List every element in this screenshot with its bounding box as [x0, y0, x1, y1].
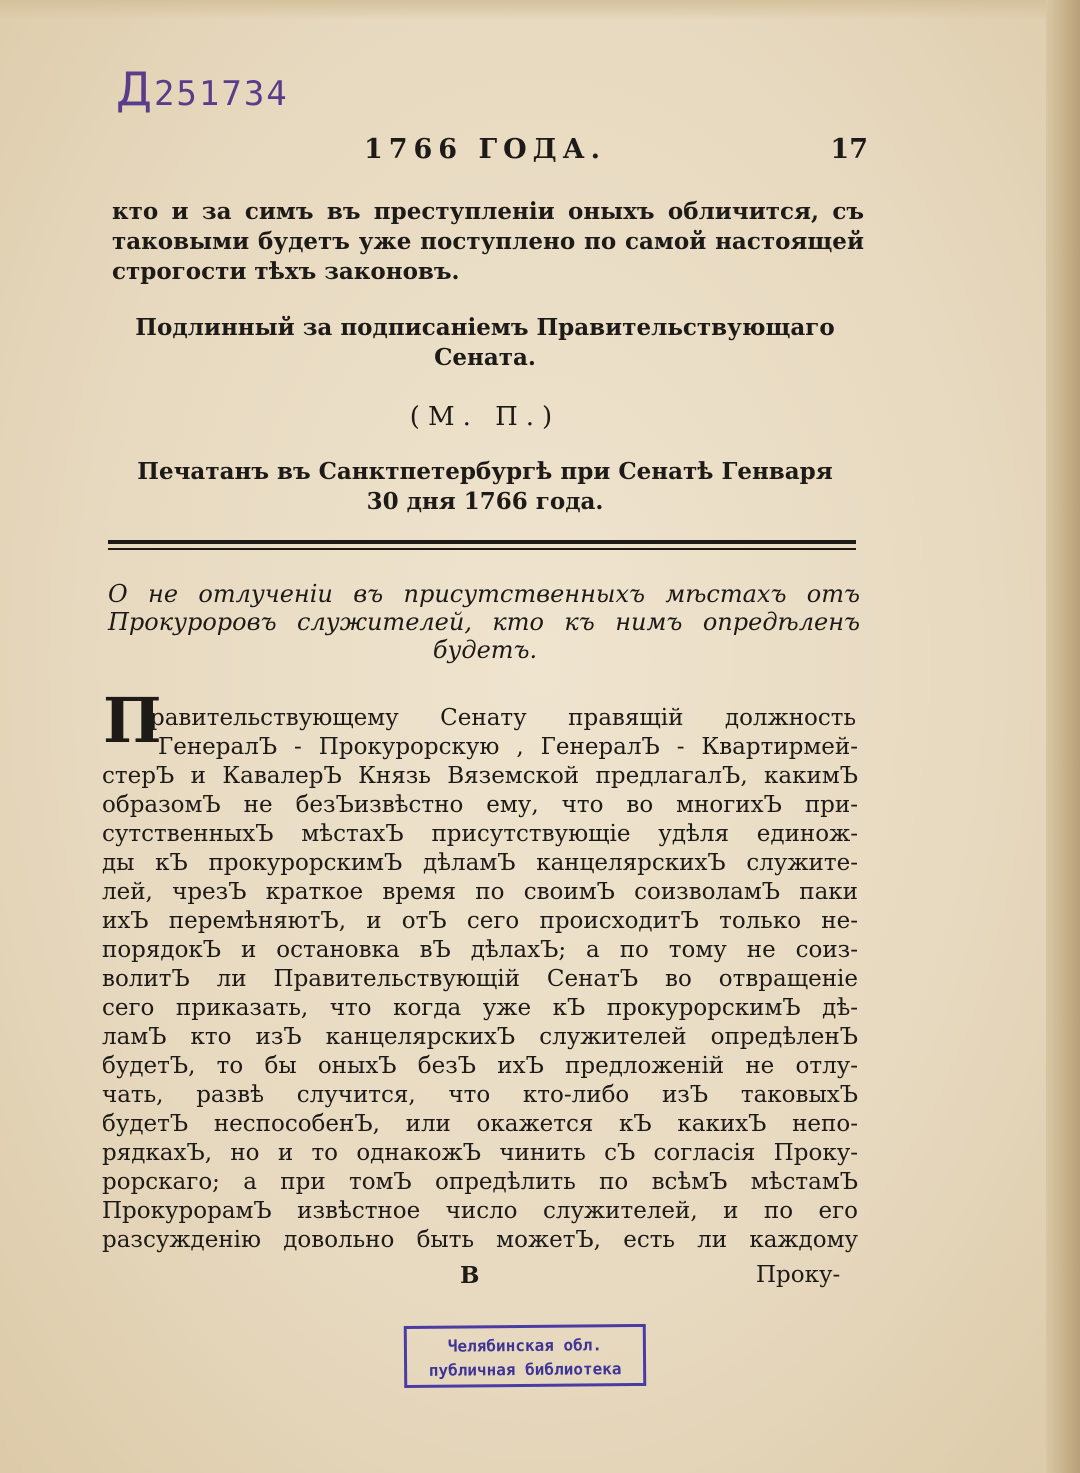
page-right-edge: [1046, 0, 1080, 1473]
running-header: [100, 134, 870, 170]
body-line: будетЪ неспособенЪ, или окажется кЪ какихЪ непо-: [102, 1111, 858, 1137]
seal-mark: (М. П.): [409, 402, 561, 432]
decree-title-line: О не отлученіи въ присутственныхъ мѣстахъ отъ: [108, 580, 860, 608]
continuation-line: кто и за симъ въ преступленіи оныхъ обличится, съ: [112, 198, 864, 225]
body-line: стерЪ и КавалерЪ Князь Вяземской предлагалЪ, какимЪ: [102, 763, 858, 789]
decree-title-line: Прокуроровъ служителей, кто къ нимъ опредѣленъ: [108, 608, 860, 636]
body-line: чать, развѣ случится, что кто-либо изЪ таковыхЪ: [102, 1082, 858, 1108]
body-line: сутственныхЪ мѣстахЪ присутствующіе удѣля единож-: [102, 821, 858, 847]
inventory-number: [116, 62, 289, 116]
signature-line: Сената.: [434, 344, 536, 371]
drop-cap: П: [103, 684, 162, 757]
running-title: 1766 ГОДА.: [363, 134, 607, 165]
stamp-line: публичная библиотека: [428, 1359, 622, 1380]
body-line: сего приказать, что когда уже кЪ прокурорскимЪ дѣ-: [102, 995, 858, 1021]
decree-title-line: будетъ.: [432, 636, 538, 664]
signature-mark: В: [460, 1262, 480, 1289]
continuation-line: таковыми будетъ уже поступлено по самой настоящей: [112, 228, 864, 255]
catchword: Проку-: [756, 1262, 841, 1288]
body-line: рорскаго; а при томЪ опредѣлить по всѣмЪ мѣстамЪ: [102, 1169, 858, 1195]
body-line: равительствующему Сенату правящій должность: [150, 705, 856, 731]
inventory-digits: 251734: [153, 74, 289, 114]
stamp-line: Челябинская обл.: [447, 1335, 603, 1356]
page-number: 17: [830, 134, 868, 165]
body-line: волитЪ ли Правительствующій СенатЪ во отвращеніе: [102, 966, 858, 992]
body-line: образомЪ не безЪизвѣстно ему, что во многихЪ при-: [102, 792, 858, 818]
body-line: ПрокурорамЪ извѣстное число служителей, и по его: [102, 1198, 858, 1224]
library-stamp: [404, 1324, 647, 1388]
section-divider-thin: [108, 548, 856, 550]
section-divider: [108, 540, 856, 544]
imprint-line: Печатанъ въ Санктпетербургѣ при Сенатѣ Генваря: [137, 458, 833, 485]
body-line: лей, чрезЪ краткое время по своимЪ соизволамЪ паки: [102, 879, 858, 905]
imprint-line: 30 дня 1766 года.: [366, 488, 604, 515]
body-line: ламЪ кто изЪ канцелярскихЪ служителей опредѣленЪ: [102, 1024, 858, 1050]
body-line: ГенералЪ - Прокурорскую , ГенералЪ - Квартирмей-: [158, 734, 858, 760]
continuation-line: строгости тѣхъ законовъ.: [112, 258, 460, 285]
signature-line: Подлинный за подписаніемъ Правительствующаго: [135, 314, 835, 341]
inventory-letter: Д: [116, 62, 154, 116]
body-line: ды кЪ прокурорскимЪ дѣламЪ канцелярскихЪ служите-: [102, 850, 858, 876]
body-line: будетЪ, то бы оныхЪ безЪ ихЪ предложеній не отлу-: [102, 1053, 858, 1079]
page-top-edge: [0, 0, 1080, 20]
body-line: разсужденію довольно быть можетЪ, есть ли каждому: [102, 1227, 858, 1253]
body-line: ихЪ перемѣняютЪ, и отЪ сего происходитЪ только не-: [102, 908, 858, 934]
body-line: рядкахЪ, но и то однакожЪ чинить сЪ согласія Проку-: [102, 1140, 858, 1166]
body-line: порядокЪ и остановка вЪ дѣлахЪ; а по тому не соиз-: [102, 937, 858, 963]
